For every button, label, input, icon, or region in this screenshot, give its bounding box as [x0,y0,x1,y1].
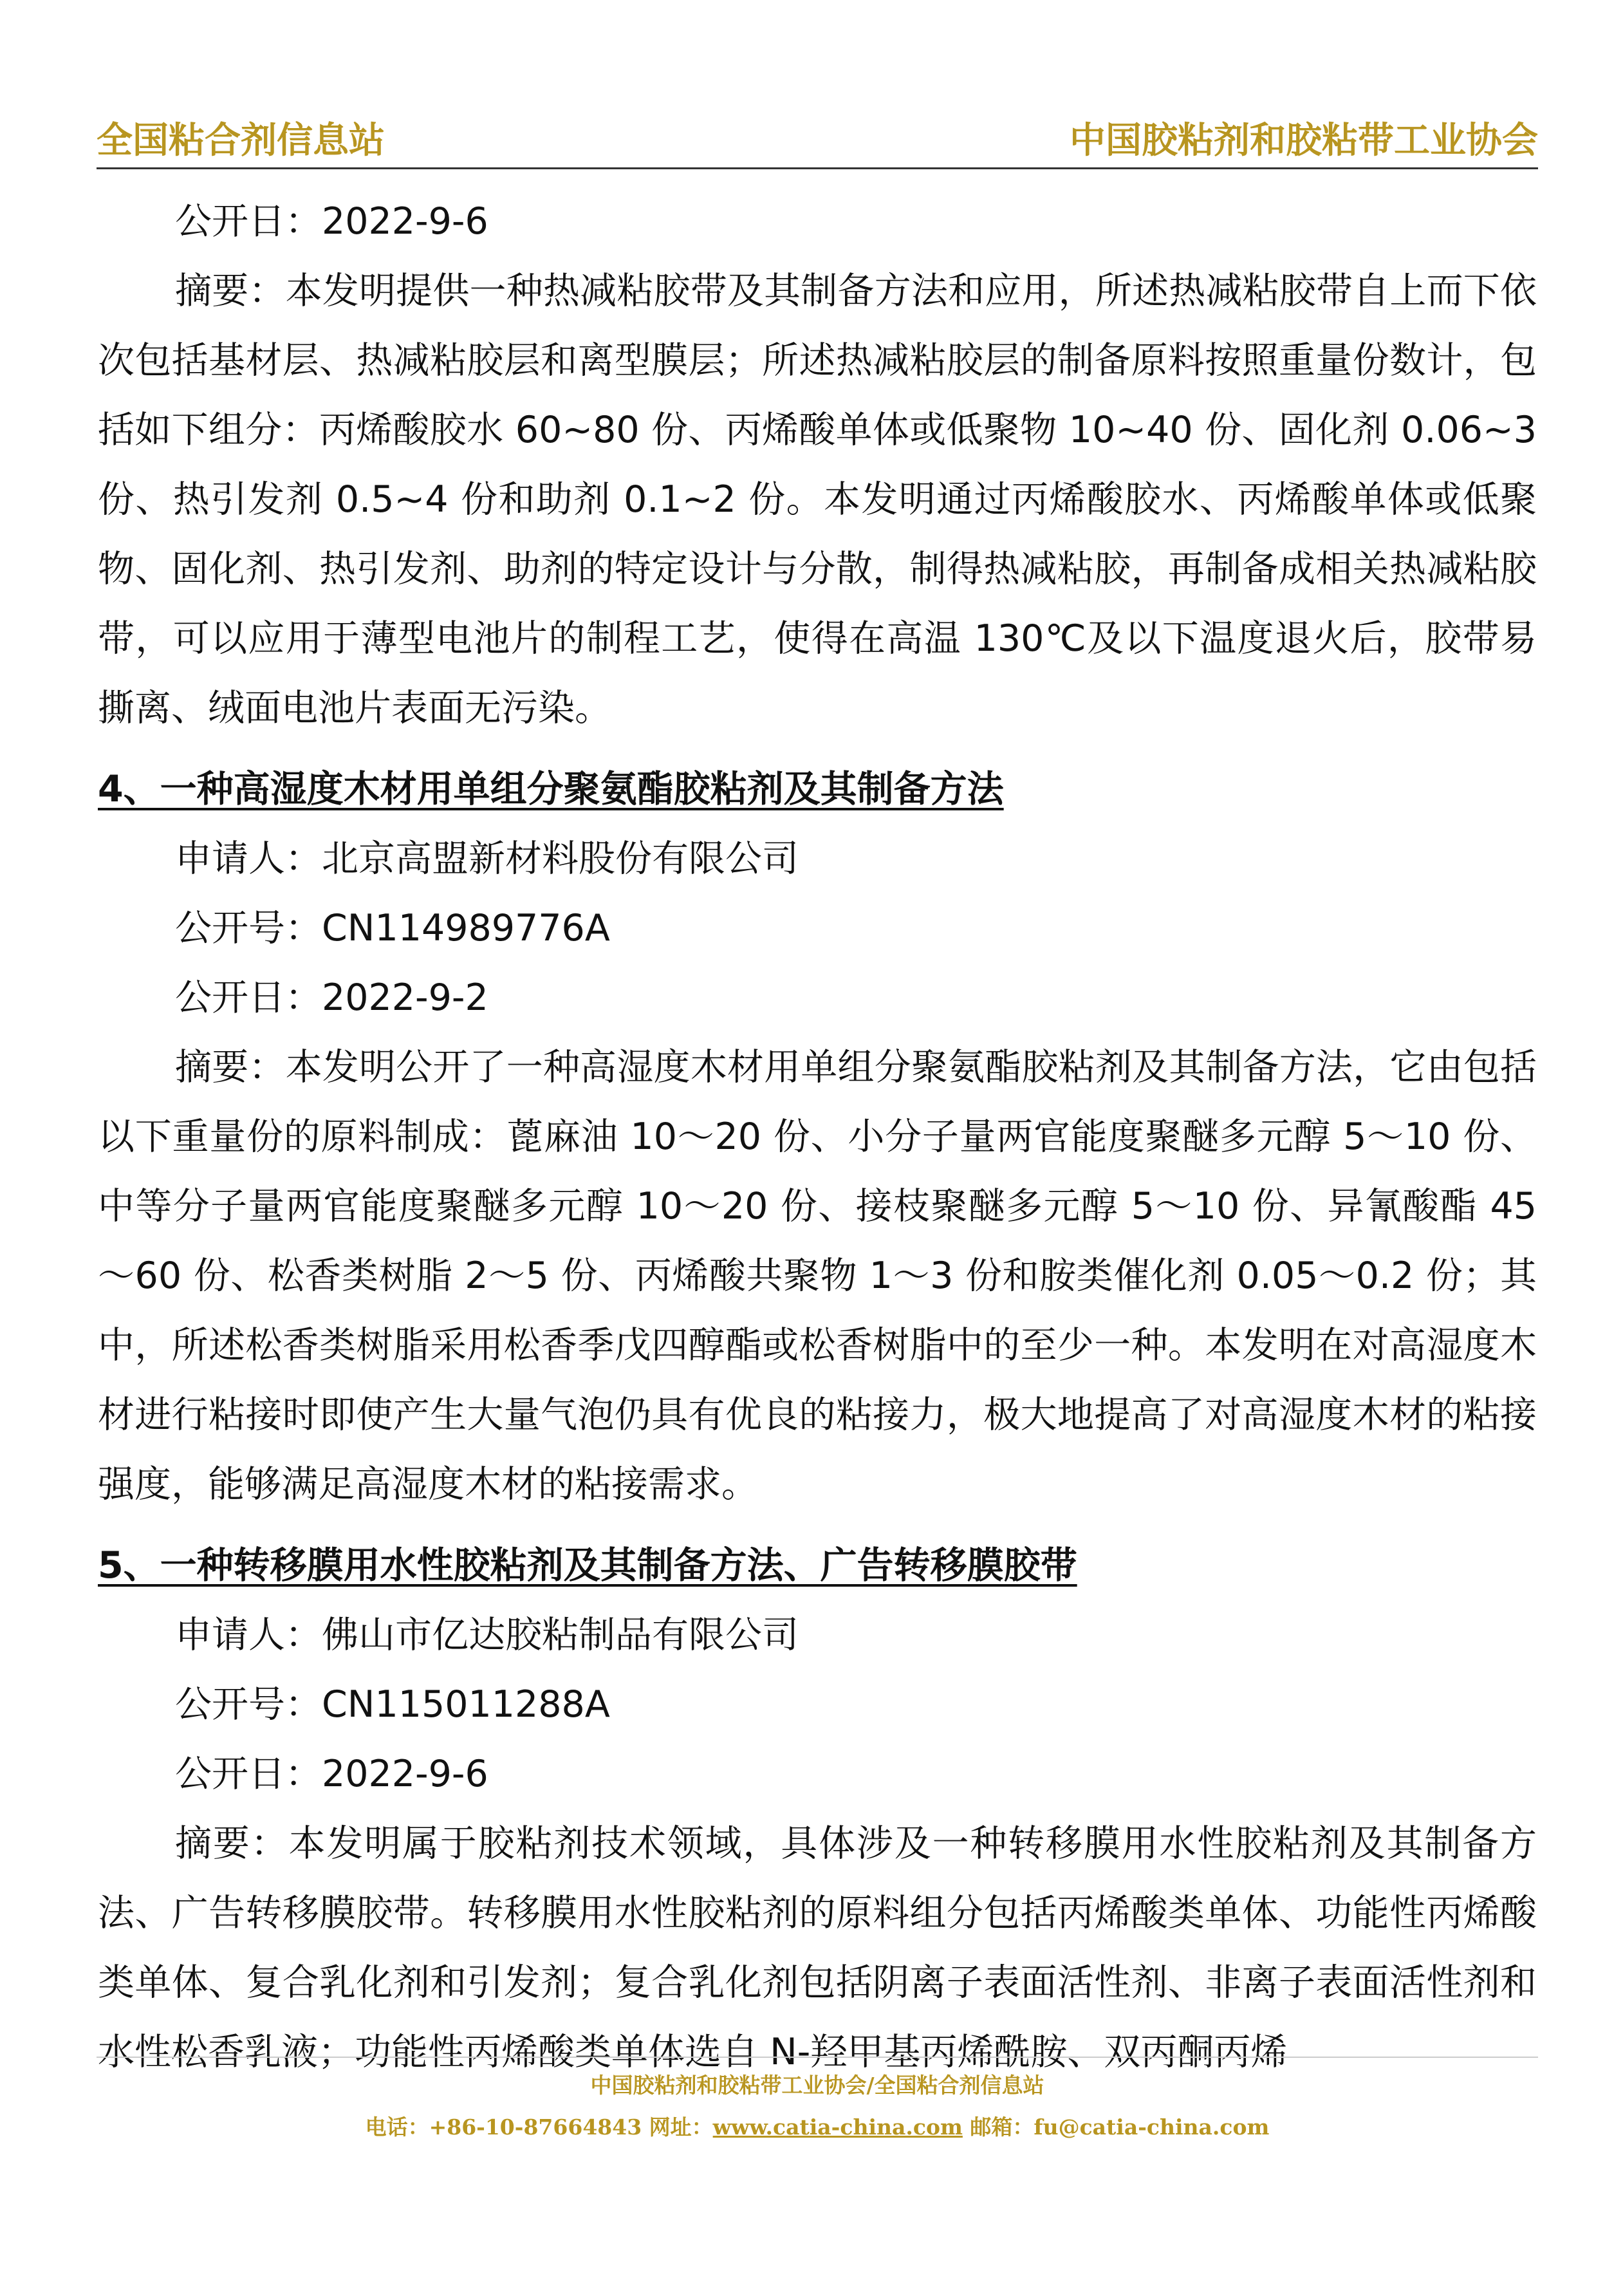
abstract-paragraph: 摘要：本发明属于胶粘剂技术领域，具体涉及一种转移膜用水性胶粘剂及其制备方法、广告转移膜胶带。转移膜用水性胶粘剂的原料组分包括丙烯酸类单体、功能性丙烯酸类单体、复合乳化剂和引发剂；复合乳化剂包括阴离子表面活性剂、非离子表面活性剂和水性松香乳液；功能性丙烯酸类单体选自 N-羟甲基丙烯酰胺、双丙酮丙烯 [98,1822,1537,2073]
abstract-paragraph: 摘要：本发明提供一种热减粘胶带及其制备方法和应用，所述热减粘胶带自上而下依次包括基材层、热减粘胶层和离型膜层；所述热减粘胶层的制备原料按照重量份数计，包括如下组分：丙烯酸胶水 60~80 份、丙烯酸单体或低聚物 10~40 份、固化剂 0.06~3 份、热引发剂 0.5~4 份和助剂 0.1~2 份。本发明通过丙烯酸胶水、丙烯酸单体或低聚物、固化剂、热引发剂、助剂的特定设计与分散，制得热减粘胶，再制备成相关热减粘胶带，可以应用于薄型电池片的制程工艺，使得在高温 130℃及以下温度退火后，胶带易撕离、绒面电池片表面无污染。 [98,270,1537,729]
footer-divider [97,2057,1538,2058]
section-title-5: 5、一种转移膜用水性胶粘剂及其制备方法、广告转移膜胶带 [98,1544,1077,1587]
footer-website-link[interactable]: www.catia-china.com [712,2114,963,2140]
applicant-line: 申请人：北京高盟新材料股份有限公司 [175,837,799,880]
page-header [97,116,1538,169]
pub-number-line: 公开号：CN114989776A [175,907,610,949]
pub-date-line: 公开日：2022-9-6 [175,1753,488,1795]
header-right-title: 中国胶粘剂和胶粘带工业协会 [1070,119,1538,162]
header-left-title: 全国粘合剂信息站 [97,119,385,162]
pub-date-line: 公开日：2022-9-6 [175,200,488,243]
document-body [98,187,1537,2087]
footer-email: 邮箱：fu@catia-china.com [962,2114,1270,2140]
footer-phone: 电话：+86-10-87664843 网址： [365,2114,713,2140]
pub-number-line: 公开号：CN115011288A [175,1683,610,1726]
pub-date-line: 公开日：2022-9-2 [175,976,488,1019]
section-title-4: 4、一种高湿度木材用单组分聚氨酯胶粘剂及其制备方法 [98,768,1004,810]
footer-contact [97,2108,1538,2147]
applicant-line: 申请人：佛山市亿达胶粘制品有限公司 [175,1614,799,1656]
abstract-paragraph: 摘要：本发明公开了一种高湿度木材用单组分聚氨酯胶粘剂及其制备方法，它由包括以下重量份的原料制成：蓖麻油 10～20 份、小分子量两官能度聚醚多元醇 5～10 份、中等分子量两官能度聚醚多元醇 10～20 份、接枝聚醚多元醇 5～10 份、异氰酸酯 45～60 份、松香类树脂 2～5 份、丙烯酸共聚物 1～3 份和胺类催化剂 0.05～0.2 份；其中，所述松香类树脂采用松香季戊四醇酯或松香树脂中的至少一种。本发明在对高湿度木材进行粘接时即使产生大量气泡仍具有优良的粘接力，极大地提高了对高湿度木材的粘接强度，能够满足高湿度木材的粘接需求。 [98,1046,1537,1506]
footer-organization: 中国胶粘剂和胶粘带工业协会/全国粘合剂信息站 [590,2073,1044,2098]
